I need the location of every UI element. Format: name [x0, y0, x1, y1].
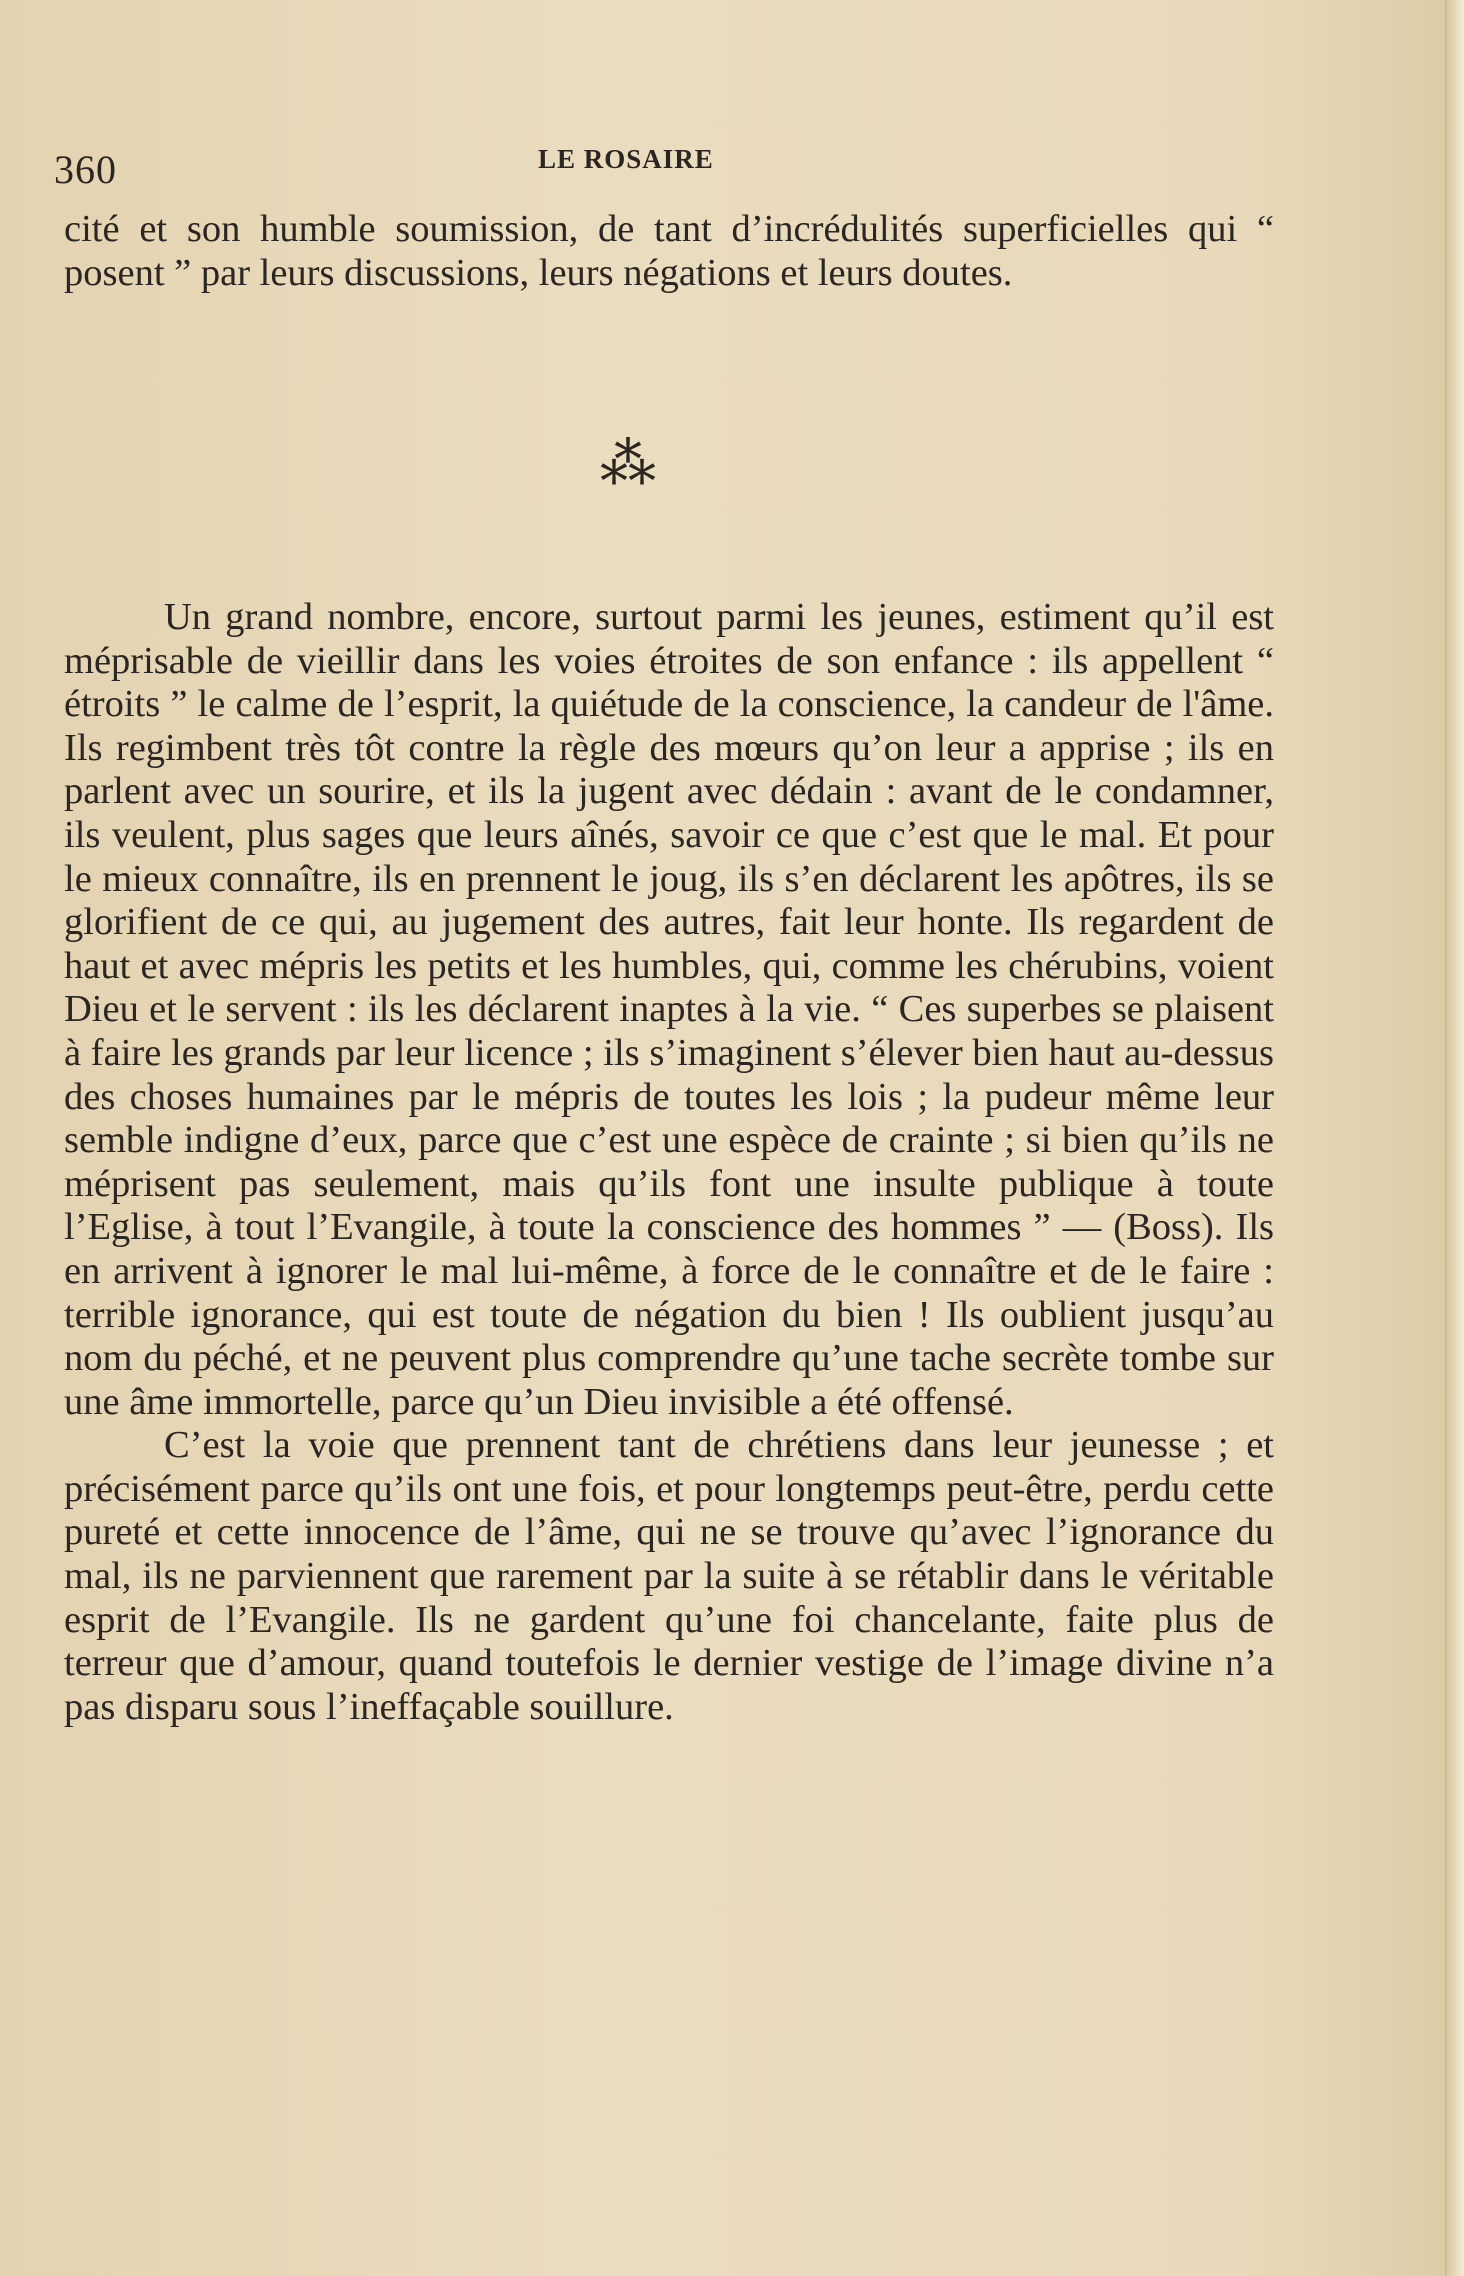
page-number: 360: [54, 147, 117, 192]
page-header: [54, 140, 1254, 200]
paragraph: C’est la voie que prennent tant de chrétiens dans leur jeunesse ; et précisément parce qu’ils ont une fois, et pour longtemps peut-être, perdu cette pureté et cette innocence de l’âme, qui ne se trouve qu’avec l’ignorance du mal, ils ne parviennent que rarement par la suite à se rétablir dans le véritable esprit de l’Evangile. Ils ne gardent qu’une foi chancelante, faite plus de terreur que d’amour, quand toutefois le dernier vestige de l’image divine n’a pas disparu sous l’ineffaçable souillure.: [64, 1424, 1274, 1728]
main-text: [64, 596, 1274, 1729]
page-edge: [1445, 0, 1464, 2276]
continuation-text: cité et son humble soumission, de tant d’incrédulités superficielles qui “ posent ” par leurs discussions, leurs négations et leurs doutes.: [64, 208, 1274, 294]
running-title: LE ROSAIRE: [538, 144, 714, 174]
asterism-ornament: ⁂: [600, 434, 654, 496]
paragraph: Un grand nombre, encore, surtout parmi les jeunes, estiment qu’il est méprisable de vieillir dans les voies étroites de son enfance : ils appellent “ étroits ” le calme de l’esprit, la quiétude de la conscience, la candeur de l'âme. Ils regimbent très tôt contre la règle des mœurs qu’on leur a apprise ; ils en parlent avec un sourire, et ils la jugent avec dédain : avant de le condamner, ils veulent, plus sages que leurs aînés, savoir ce que c’est que le mal. Et pour le mieux connaître, ils en prennent le joug, ils s’en déclarent les apôtres, ils se glorifient de ce qui, au jugement des autres, fait leur honte. Ils regardent de haut et avec mépris les petits et les humbles, qui, comme les chérubins, voient Dieu et le servent : ils les déclarent inaptes à la vie. “ Ces superbes se plaisent à faire les grands par leur licence ; ils s’imaginent s’élever bien haut au-dessus des choses humaines par le mépris de toutes les lois ; la pudeur même leur semble indigne d’eux, parce que c’est une espèce de crainte ; si bien qu’ils ne méprisent pas seulement, mais qu’ils font une insulte publique à toute l’Eglise, à tout l’Evangile, à toute la conscience des hommes ” — (Boss). Ils en arrivent à ignorer le mal lui-même, à force de le connaître et de le faire : terrible ignorance, qui est toute de négation du bien ! Ils oublient jusqu’au nom du péché, et ne peuvent plus comprendre qu’une tache secrète tombe sur une âme immortelle, parce qu’un Dieu invisible a été offensé.: [64, 596, 1274, 1423]
